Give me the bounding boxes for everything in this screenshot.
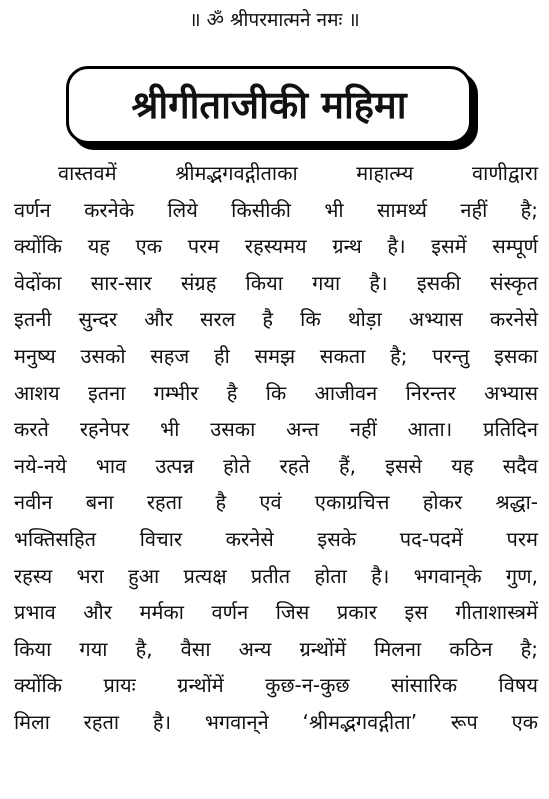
text-line: वेदोंका सार-सार संग्रह किया गया है। इसकी संस्कृत (14, 270, 538, 295)
title-box (66, 66, 472, 144)
invocation-header: ॥ ॐ श्रीपरमात्मने नमः ॥ (189, 9, 360, 31)
text-line: करते रहनेपर भी उसका अन्त नहीं आता। प्रतिदिन (14, 417, 538, 442)
text-line: रहस्य भरा हुआ प्रत्यक्ष प्रतीत होता है। भगवान्‌के गुण, (14, 563, 538, 588)
page-title: श्रीगीताजीकी महिमा (131, 83, 407, 127)
text-line: क्योंकि प्रायः ग्रन्थोंमें कुछ-न-कुछ सांसारिक विषय (14, 673, 538, 698)
text-line: इतनी सुन्दर और सरल है कि थोड़ा अभ्यास करनेसे (14, 307, 538, 332)
body-paragraph (14, 155, 538, 741)
text-line: मनुष्य उसको सहज ही समझ सकता है; परन्तु इसका (14, 343, 538, 368)
text-line: मिला रहता है। भगवान्‌ने ‘श्रीमद्भगवद्गीता’ रूप एक (14, 709, 538, 734)
text-line: नये-नये भाव उत्पन्न होते रहते हैं, इससे यह सदैव (14, 453, 538, 478)
text-line: नवीन बना रहता है एवं एकाग्रचित्त होकर श्रद्धा- (14, 490, 538, 515)
text-line: वास्तवमें श्रीमद्भगवद्गीताका माहात्म्य वाणीद्वारा (58, 161, 538, 185)
text-line: भक्तिसहित विचार करनेसे इसके पद-पदमें परम (14, 526, 538, 551)
text-line: किया गया है, वैसा अन्य ग्रन्थोंमें मिलना कठिन है; (14, 636, 538, 661)
text-line: क्योंकि यह एक परम रहस्यमय ग्रन्थ है। इसमें सम्पूर्ण (14, 234, 538, 259)
text-line: वर्णन करनेके लिये किसीकी भी सामर्थ्य नहीं है; (14, 197, 538, 222)
text-line: प्रभाव और मर्मका वर्णन जिस प्रकार इस गीताशास्त्रमें (14, 600, 538, 625)
text-line: आशय इतना गम्भीर है कि आजीवन निरन्तर अभ्यास (14, 380, 538, 405)
